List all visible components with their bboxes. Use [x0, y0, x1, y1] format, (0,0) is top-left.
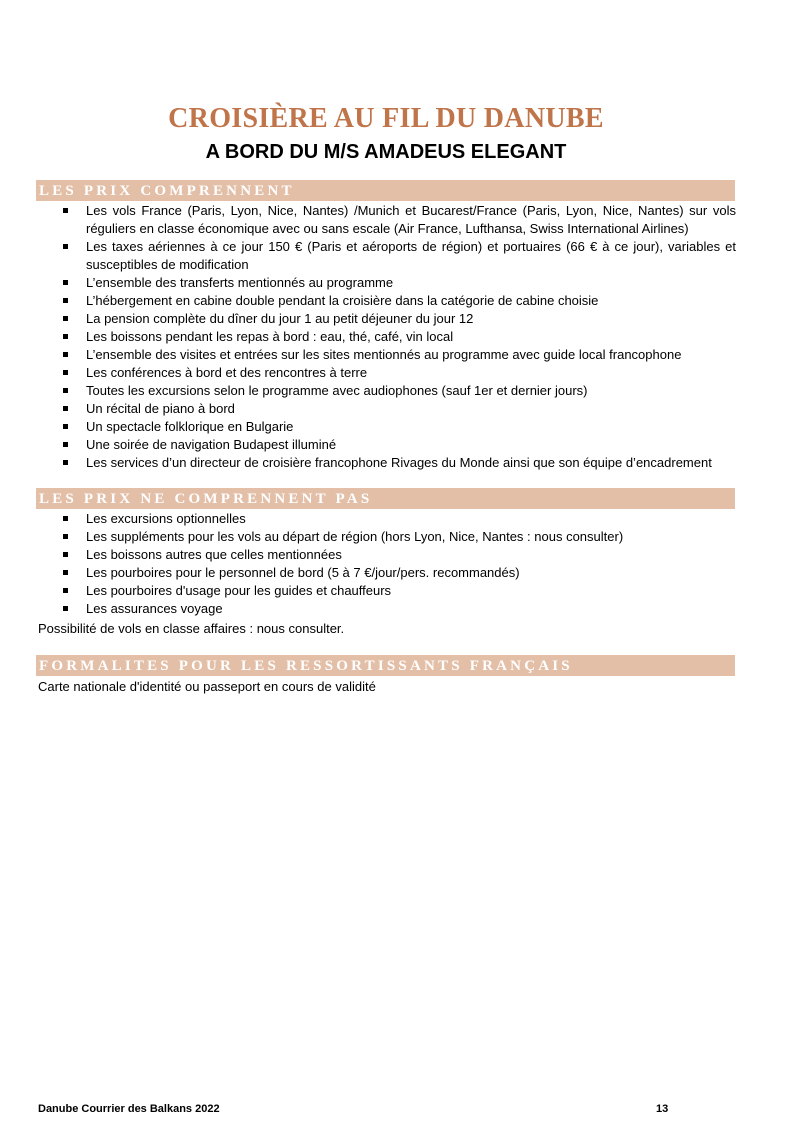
list-item: Toutes les excursions selon le programme avec audiophones (sauf 1er et dernier jours) — [86, 382, 736, 400]
list-item: Les conférences à bord et des rencontres à terre — [86, 364, 736, 382]
list-item: Les pourboires d'usage pour les guides et chauffeurs — [86, 582, 736, 600]
list-item: Un récital de piano à bord — [86, 400, 736, 418]
list-item: Une soirée de navigation Budapest illuminé — [86, 436, 736, 454]
list-item: Les boissons autres que celles mentionnées — [86, 546, 736, 564]
business-class-note: Possibilité de vols en classe affaires : nous consulter. — [38, 621, 345, 636]
section-header-included: LES PRIX COMPRENNENT — [36, 180, 735, 201]
list-item: La pension complète du dîner du jour 1 au petit déjeuner du jour 12 — [86, 310, 736, 328]
page-subtitle: A BORD DU M/S AMADEUS ELEGANT — [205, 141, 567, 163]
list-item: Les assurances voyage — [86, 600, 736, 618]
list-item: Les pourboires pour le personnel de bord (5 à 7 €/jour/pers. recommandés) — [86, 564, 736, 582]
section-header-excluded: LES PRIX NE COMPRENNENT PAS — [36, 488, 735, 509]
list-item: L’ensemble des transferts mentionnés au programme — [86, 274, 736, 292]
list-item: L’ensemble des visites et entrées sur les sites mentionnés au programme avec guide local francophone — [86, 346, 736, 364]
section-header-formalities: FORMALITES POUR LES RESSORTISSANTS FRANÇAIS — [36, 655, 735, 676]
formalities-text: Carte nationale d'identité ou passeport en cours de validité — [38, 679, 376, 694]
excluded-list — [86, 510, 736, 618]
included-list — [86, 202, 736, 472]
list-item: Un spectacle folklorique en Bulgarie — [86, 418, 736, 436]
list-item: Les vols France (Paris, Lyon, Nice, Nantes) /Munich et Bucarest/France (Paris, Lyon, Nice, Nantes) sur vols réguliers en classe économique avec ou sans escale (Air France, Lufthansa, Swiss International Airlines) — [86, 203, 736, 236]
page-title: CROISIÈRE AU FIL DU DANUBE — [168, 103, 604, 134]
list-item: Les excursions optionnelles — [86, 510, 736, 528]
list-item: Les taxes aériennes à ce jour 150 € (Paris et aéroports de région) et portuaires (66 € à ce jour), variables et susceptibles de modification — [86, 239, 736, 272]
list-item: Les boissons pendant les repas à bord : eau, thé, café, vin local — [86, 328, 736, 346]
list-item: Les suppléments pour les vols au départ de région (hors Lyon, Nice, Nantes : nous consulter) — [86, 528, 736, 546]
footer-title: Danube Courrier des Balkans 2022 — [38, 1103, 220, 1115]
page-number: 13 — [656, 1103, 669, 1115]
list-item: Les services d’un directeur de croisière francophone Rivages du Monde ainsi que son équipe d’encadrement — [86, 454, 736, 472]
list-item: L’hébergement en cabine double pendant la croisière dans la catégorie de cabine choisie — [86, 292, 736, 310]
